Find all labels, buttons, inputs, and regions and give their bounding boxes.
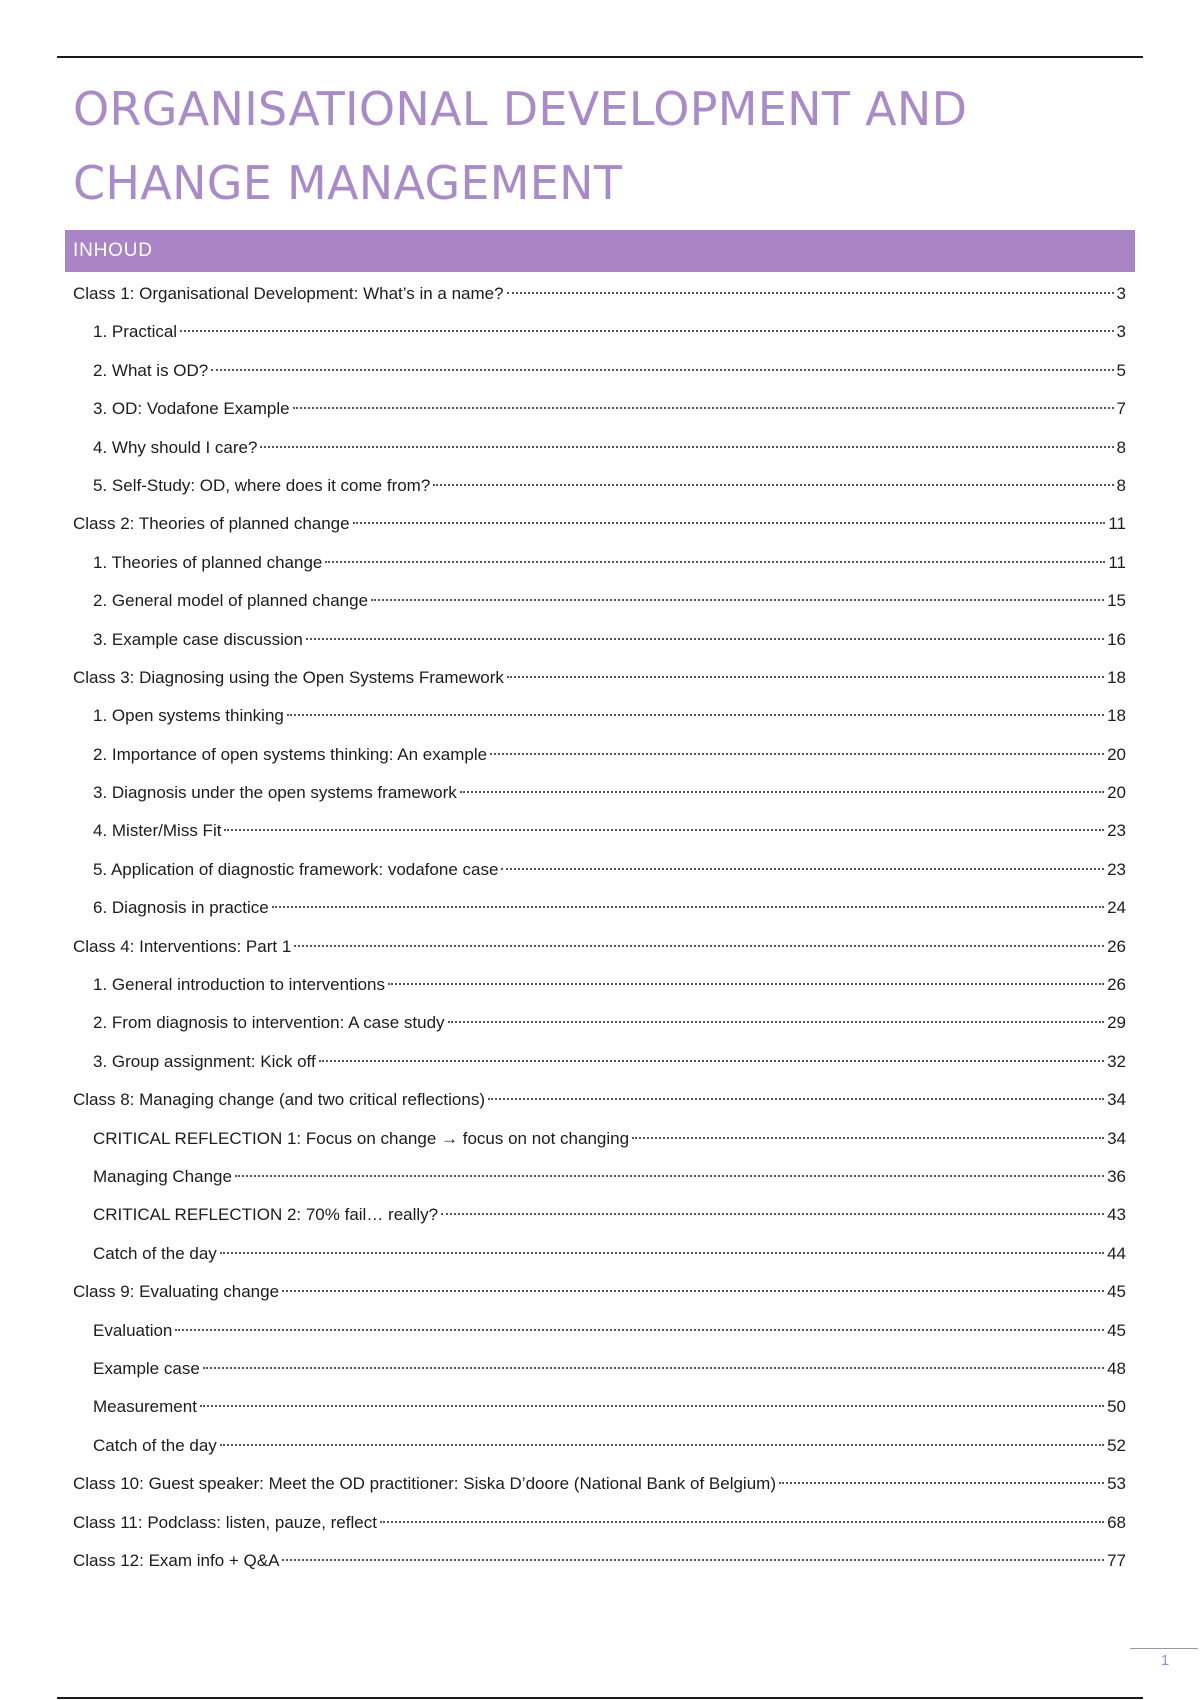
toc-entry-page-number[interactable]: 3	[1116, 322, 1126, 342]
document-title	[73, 72, 1133, 220]
toc-entry[interactable]	[73, 1350, 1126, 1388]
toc-entry-page-number[interactable]: 32	[1107, 1051, 1126, 1071]
toc-entry-label[interactable]: 1. General introduction to interventions	[93, 975, 386, 995]
toc-entry[interactable]	[73, 429, 1126, 467]
toc-entry[interactable]	[73, 1196, 1126, 1234]
toc-entry-page-number[interactable]: 8	[1116, 475, 1126, 495]
toc-entry-page-number[interactable]: 48	[1107, 1358, 1126, 1378]
toc-entry-label[interactable]: Managing Change	[93, 1166, 232, 1186]
toc-dot-leader	[319, 1060, 1104, 1062]
toc-entry[interactable]	[73, 467, 1126, 505]
toc-entry-page-number[interactable]: 77	[1107, 1550, 1126, 1570]
toc-entry-page-number[interactable]: 15	[1107, 591, 1126, 611]
toc-entry[interactable]	[73, 736, 1126, 774]
toc-entry[interactable]	[73, 812, 1126, 850]
toc-dot-leader	[353, 522, 1106, 524]
toc-dot-leader	[282, 1559, 1104, 1561]
toc-entry-page-number[interactable]: 24	[1107, 898, 1126, 918]
toc-entry-label[interactable]: Class 11: Podclass: listen, pauze, reflect	[73, 1512, 377, 1532]
toc-dot-leader	[460, 791, 1104, 793]
toc-entry-label[interactable]: 2. What is OD?	[93, 360, 209, 380]
toc-entry-label[interactable]: Class 8: Managing change (and two critical reflections)	[73, 1090, 485, 1110]
toc-dot-leader	[371, 599, 1104, 601]
toc-entry[interactable]	[73, 851, 1126, 889]
toc-entry-label[interactable]: Class 10: Guest speaker: Meet the OD practitioner: Siska D’doore (National Bank of Belgium)	[73, 1474, 776, 1494]
toc-entry-page-number[interactable]: 34	[1107, 1090, 1126, 1110]
toc-entry-page-number[interactable]: 18	[1107, 667, 1126, 687]
toc-dot-leader	[388, 983, 1104, 985]
toc-dot-leader	[325, 561, 1105, 563]
toc-dot-leader	[293, 407, 1114, 409]
toc-entry-label[interactable]: 3. Example case discussion	[93, 629, 303, 649]
toc-entry-label[interactable]: 3. Diagnosis under the open systems framework	[93, 783, 457, 803]
toc-entry[interactable]	[73, 582, 1126, 620]
toc-dot-leader	[632, 1137, 1104, 1139]
toc-dot-leader	[175, 1329, 1104, 1331]
toc-entry-page-number[interactable]: 11	[1108, 514, 1126, 534]
toc-entry-label[interactable]: Evaluation	[93, 1320, 173, 1340]
toc-entry-page-number[interactable]: 43	[1107, 1205, 1126, 1225]
toc-entry-page-number[interactable]: 23	[1107, 859, 1126, 879]
toc-entry-page-number[interactable]: 16	[1107, 629, 1126, 649]
toc-entry[interactable]	[73, 1081, 1126, 1119]
toc-dot-leader	[282, 1290, 1104, 1292]
toc-entry[interactable]	[73, 1465, 1126, 1503]
toc-entry[interactable]	[73, 505, 1126, 543]
toc-entry-label[interactable]: Catch of the day	[93, 1243, 217, 1263]
toc-dot-leader	[272, 906, 1104, 908]
toc-entry-page-number[interactable]: 18	[1107, 706, 1126, 726]
toc-entry-page-number[interactable]: 26	[1107, 975, 1126, 995]
toc-entry-page-number[interactable]: 36	[1107, 1166, 1126, 1186]
toc-entry-label[interactable]: 1. Practical	[93, 322, 178, 342]
toc-entry[interactable]	[73, 352, 1126, 390]
toc-entry[interactable]	[73, 1004, 1126, 1042]
toc-entry[interactable]	[73, 1120, 1126, 1158]
toc-dot-leader	[507, 676, 1104, 678]
toc-entry-label[interactable]: Class 3: Diagnosing using the Open Systems Framework	[73, 667, 504, 687]
toc-dot-leader	[488, 1098, 1104, 1100]
toc-entry-page-number[interactable]: 45	[1107, 1320, 1126, 1340]
toc-entry[interactable]	[73, 1043, 1126, 1081]
toc-dot-leader	[779, 1482, 1104, 1484]
document-title-line-1: ORGANISATIONAL DEVELOPMENT AND	[73, 82, 968, 136]
toc-entry[interactable]	[73, 313, 1126, 351]
toc-entry[interactable]	[73, 1542, 1126, 1580]
toc-entry[interactable]	[73, 275, 1126, 313]
document-title-line-2: CHANGE MANAGEMENT	[73, 156, 623, 210]
toc-entry-label[interactable]: Class 9: Evaluating change	[73, 1282, 280, 1302]
toc-entry[interactable]	[73, 774, 1126, 812]
toc-entry-page-number[interactable]: 45	[1107, 1282, 1126, 1302]
toc-entry-label[interactable]: CRITICAL REFLECTION 1: Focus on change → focus on not changing	[93, 1128, 630, 1148]
toc-entry[interactable]	[73, 697, 1126, 735]
toc-entry-page-number[interactable]: 53	[1107, 1474, 1126, 1494]
toc-entry-label[interactable]: 5. Application of diagnostic framework: vodafone case	[93, 859, 499, 879]
toc-entry-page-number[interactable]: 20	[1107, 744, 1126, 764]
page-number: 1	[1160, 1652, 1170, 1669]
toc-entry-page-number[interactable]: 68	[1107, 1512, 1126, 1532]
toc-dot-leader	[235, 1175, 1104, 1177]
toc-entry-page-number[interactable]: 20	[1107, 783, 1126, 803]
toc-entry-label[interactable]: CRITICAL REFLECTION 2: 70% fail… really?	[93, 1205, 439, 1225]
toc-dot-leader	[380, 1521, 1104, 1523]
toc-dot-leader	[501, 868, 1104, 870]
toc-dot-leader	[180, 330, 1113, 332]
toc-entry-label[interactable]: 1. Open systems thinking	[93, 706, 284, 726]
toc-entry-label[interactable]: Example case	[93, 1358, 200, 1378]
toc-entry-label[interactable]: Class 4: Interventions: Part 1	[73, 936, 292, 956]
toc-entry[interactable]	[73, 1427, 1126, 1465]
toc-entry-page-number[interactable]: 52	[1107, 1435, 1126, 1455]
toc-dot-leader	[200, 1405, 1104, 1407]
toc-entry-label[interactable]: 1. Theories of planned change	[93, 552, 323, 572]
toc-entry-label[interactable]: Catch of the day	[93, 1435, 217, 1455]
toc-entry[interactable]	[73, 621, 1126, 659]
toc-entry-label[interactable]: 6. Diagnosis in practice	[93, 898, 269, 918]
toc-entry-page-number[interactable]: 34	[1107, 1128, 1126, 1148]
toc-entry[interactable]	[73, 928, 1126, 966]
toc-dot-leader	[294, 945, 1104, 947]
top-divider	[57, 56, 1143, 58]
toc-entry[interactable]	[73, 1273, 1126, 1311]
toc-entry[interactable]	[73, 1158, 1126, 1196]
toc-entry-label[interactable]: Measurement	[93, 1397, 197, 1417]
toc-heading: INHOUD	[65, 230, 1135, 272]
toc-entry[interactable]	[73, 889, 1126, 927]
toc-entry-page-number[interactable]: 50	[1107, 1397, 1126, 1417]
toc-entry-label[interactable]: 5. Self-Study: OD, where does it come from?	[93, 475, 431, 495]
toc-dot-leader	[448, 1021, 1105, 1023]
toc-entry-page-number[interactable]: 44	[1107, 1243, 1126, 1263]
toc-entry-page-number[interactable]: 7	[1116, 399, 1126, 419]
toc-dot-leader	[433, 484, 1113, 486]
toc-dot-leader	[490, 753, 1104, 755]
toc-entry-label[interactable]: 2. From diagnosis to intervention: A case study	[93, 1013, 445, 1033]
toc-entry-label[interactable]: 3. Group assignment: Kick off	[93, 1051, 316, 1071]
toc-entry-page-number[interactable]: 5	[1116, 360, 1126, 380]
toc-dot-leader	[306, 638, 1104, 640]
toc-entry[interactable]	[73, 659, 1126, 697]
toc-entry[interactable]	[73, 390, 1126, 428]
toc-entry-page-number[interactable]: 8	[1116, 437, 1126, 457]
toc-dot-leader	[287, 714, 1104, 716]
toc-dot-leader	[260, 446, 1113, 448]
toc-dot-leader	[211, 369, 1113, 371]
toc-entry[interactable]	[73, 1312, 1126, 1350]
toc-entry-page-number[interactable]: 3	[1116, 284, 1126, 303]
toc-entry-page-number[interactable]: 23	[1107, 821, 1126, 841]
toc-entry-label[interactable]: Class 2: Theories of planned change	[73, 514, 350, 534]
toc-entry[interactable]	[73, 544, 1126, 582]
toc-entry-label[interactable]: Class 12: Exam info + Q&A	[73, 1550, 280, 1570]
toc-entry-label[interactable]: Class 1: Organisational Development: What’s in a name?	[73, 284, 504, 303]
toc-entry-label[interactable]: 3. OD: Vodafone Example	[93, 399, 290, 419]
toc-entry-label[interactable]: 4. Why should I care?	[93, 437, 258, 457]
bottom-divider	[57, 1697, 1143, 1699]
toc-entry[interactable]	[73, 1504, 1126, 1542]
toc-entry[interactable]	[73, 1388, 1126, 1426]
toc-entry[interactable]	[73, 1235, 1126, 1273]
table-of-contents	[73, 275, 1126, 1580]
toc-entry-label[interactable]: 2. General model of planned change	[93, 591, 369, 611]
toc-dot-leader	[220, 1444, 1104, 1446]
toc-entry-page-number[interactable]: 11	[1108, 552, 1126, 572]
page-number-divider	[1130, 1648, 1198, 1649]
toc-dot-leader	[224, 829, 1104, 831]
toc-entry-page-number[interactable]: 29	[1107, 1013, 1126, 1033]
toc-entry-page-number[interactable]: 26	[1107, 936, 1126, 956]
toc-entry-label[interactable]: 2. Importance of open systems thinking: An example	[93, 744, 488, 764]
toc-dot-leader	[220, 1252, 1104, 1254]
toc-dot-leader	[441, 1213, 1104, 1215]
toc-entry[interactable]	[73, 966, 1126, 1004]
toc-dot-leader	[203, 1367, 1104, 1369]
toc-dot-leader	[507, 292, 1114, 294]
toc-entry-label[interactable]: 4. Mister/Miss Fit	[93, 821, 222, 841]
